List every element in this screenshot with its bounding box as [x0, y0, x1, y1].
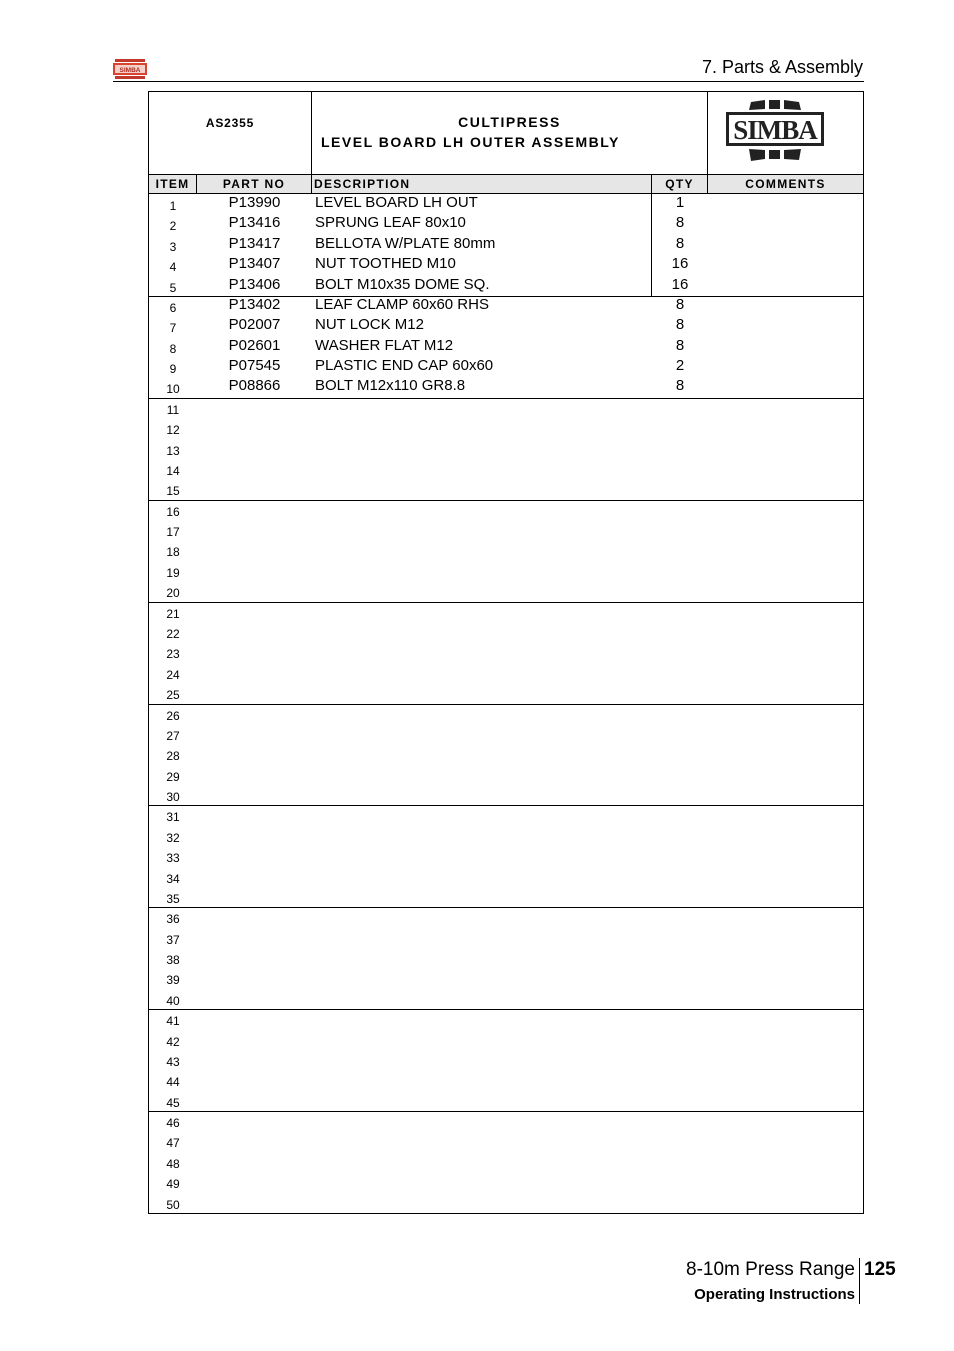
item-number: 11	[166, 402, 180, 417]
part-qty: 8	[675, 336, 685, 354]
col-qty: QTY	[652, 175, 708, 193]
table-row	[149, 214, 863, 234]
title-block	[149, 92, 863, 174]
item-number: 36	[166, 912, 180, 927]
item-number: 37	[166, 932, 180, 947]
table-row	[149, 439, 863, 459]
item-number: 12	[166, 423, 180, 438]
assembly-name: LEVEL BOARD LH OUTER ASSEMBLY	[321, 134, 620, 150]
part-qty: 2	[675, 357, 685, 375]
logo-text: SIMBA	[733, 115, 817, 145]
table-row	[149, 989, 863, 1009]
item-number: 29	[166, 769, 180, 784]
table-row	[149, 255, 863, 275]
table-row	[149, 296, 863, 316]
part-number: P13406	[228, 275, 281, 293]
col-item: ITEM	[149, 175, 197, 193]
table-row	[149, 805, 863, 825]
item-number: 38	[166, 953, 180, 968]
item-number: 10	[166, 382, 180, 397]
item-number: 50	[166, 1197, 180, 1212]
part-description: BELLOTA W/PLATE 80mm	[315, 234, 496, 252]
item-number: 30	[166, 790, 180, 805]
table-row	[149, 826, 863, 846]
item-number: 23	[166, 647, 180, 662]
table-row	[149, 928, 863, 948]
item-number: 25	[166, 688, 180, 703]
item-number: 22	[166, 626, 180, 641]
part-number: P13407	[228, 255, 281, 273]
item-number: 42	[166, 1034, 180, 1049]
table-row	[149, 1111, 863, 1131]
col-part-no: PART NO	[197, 175, 312, 193]
column-header-row	[149, 174, 863, 194]
table-row	[149, 1009, 863, 1029]
table-row	[149, 1030, 863, 1050]
item-number: 48	[166, 1156, 180, 1171]
part-qty: 8	[675, 234, 685, 252]
part-qty: 8	[675, 214, 685, 232]
table-row	[149, 276, 863, 296]
table-row	[149, 520, 863, 540]
table-row	[149, 316, 863, 336]
item-number: 21	[166, 606, 180, 621]
table-row	[149, 1131, 863, 1151]
col-comments: COMMENTS	[745, 177, 826, 191]
part-description: BOLT M12x110 GR8.8	[315, 377, 466, 395]
part-description: BOLT M10x35 DOME SQ.	[315, 275, 490, 293]
table-row	[149, 887, 863, 907]
part-qty: 8	[675, 295, 685, 313]
part-description: LEVEL BOARD LH OUT	[315, 194, 478, 211]
part-description: PLASTIC END CAP 60x60	[315, 357, 494, 375]
col-description: DESCRIPTION	[312, 175, 652, 193]
table-row	[149, 663, 863, 683]
item-number: 20	[166, 586, 180, 601]
item-number: 44	[166, 1075, 180, 1090]
item-number: 24	[166, 667, 180, 682]
part-description: NUT TOOTHED M10	[315, 255, 456, 273]
table-row	[149, 683, 863, 703]
table-row	[149, 724, 863, 744]
item-number: 4	[169, 260, 177, 275]
part-qty: 8	[675, 377, 685, 395]
part-number: P13416	[228, 214, 281, 232]
item-number: 7	[169, 321, 177, 336]
table-row	[149, 1152, 863, 1172]
item-number: 34	[166, 871, 180, 886]
item-number: 1	[169, 199, 177, 213]
item-number: 33	[166, 851, 180, 866]
simba-logo	[725, 99, 825, 163]
table-row	[149, 1172, 863, 1192]
simba-logo-small	[113, 59, 147, 79]
header-rule	[113, 81, 864, 82]
part-number: P13402	[228, 295, 281, 313]
table-row	[149, 235, 863, 255]
table-row	[149, 377, 863, 397]
part-description: LEAF CLAMP 60x60 RHS	[315, 295, 489, 313]
table-row	[149, 540, 863, 560]
item-number: 49	[166, 1177, 180, 1192]
table-row	[149, 1050, 863, 1070]
title-divider	[707, 92, 708, 174]
table-row	[149, 602, 863, 622]
item-number: 46	[166, 1116, 180, 1131]
part-qty: 16	[671, 255, 689, 273]
item-number: 47	[166, 1136, 180, 1151]
item-number: 14	[166, 463, 180, 478]
table-row	[149, 785, 863, 805]
footer-subtitle: Operating Instructions	[694, 1286, 855, 1303]
item-number: 16	[166, 504, 180, 519]
part-number: P07545	[228, 357, 281, 375]
table-row	[149, 194, 863, 214]
title-divider	[311, 92, 312, 174]
table-row	[149, 704, 863, 724]
item-number: 27	[166, 728, 180, 743]
item-number: 5	[169, 280, 177, 295]
table-row	[149, 561, 863, 581]
item-number: 17	[166, 525, 180, 540]
part-qty: 8	[675, 316, 685, 334]
footer-rule	[859, 1258, 860, 1304]
part-description: SPRUNG LEAF 80x10	[315, 214, 466, 232]
table-row	[149, 1091, 863, 1111]
item-number: 35	[166, 891, 180, 906]
item-number: 41	[166, 1014, 180, 1029]
item-number: 19	[166, 565, 180, 580]
item-number: 2	[169, 219, 177, 234]
table-row	[149, 907, 863, 927]
table-row	[149, 500, 863, 520]
table-row	[149, 1070, 863, 1090]
item-number: 31	[166, 810, 180, 825]
table-row	[149, 642, 863, 662]
item-number: 6	[169, 300, 177, 315]
part-qty: 16	[671, 275, 689, 293]
part-number: P13417	[228, 234, 281, 252]
part-description: NUT LOCK M12	[315, 316, 424, 334]
part-qty: 1	[675, 194, 685, 211]
parts-sheet	[148, 91, 864, 1214]
table-row	[149, 357, 863, 377]
table-row	[149, 622, 863, 642]
table-row	[149, 867, 863, 887]
table-row	[149, 479, 863, 499]
item-number: 45	[166, 1095, 180, 1110]
product-name: CULTIPRESS	[458, 114, 561, 130]
table-row	[149, 398, 863, 418]
page-number: 125	[864, 1259, 896, 1280]
item-number: 43	[166, 1054, 180, 1069]
item-number: 13	[166, 443, 180, 458]
table-row	[149, 948, 863, 968]
assembly-code: AS2355	[205, 116, 255, 130]
item-number: 9	[169, 362, 177, 377]
item-number: 40	[166, 993, 180, 1008]
table-row	[149, 968, 863, 988]
item-number: 15	[166, 484, 180, 499]
table-row	[149, 1193, 863, 1213]
table-row	[149, 459, 863, 479]
table-row	[149, 744, 863, 764]
item-number: 32	[166, 830, 180, 845]
small-logo-text: SIMBA	[119, 67, 141, 74]
table-row	[149, 418, 863, 438]
part-number: P13990	[228, 194, 281, 211]
section-title: 7. Parts & Assembly	[701, 57, 863, 77]
table-row	[149, 846, 863, 866]
item-number: 18	[166, 545, 180, 560]
part-number: P08866	[228, 377, 281, 395]
table-row	[149, 337, 863, 357]
table-row	[149, 581, 863, 601]
table-row	[149, 765, 863, 785]
item-number: 39	[166, 973, 180, 988]
footer-range: 8-10m Press Range	[686, 1259, 855, 1280]
part-number: P02007	[228, 316, 281, 334]
part-description: WASHER FLAT M12	[315, 336, 454, 354]
item-number: 26	[166, 708, 180, 723]
item-number: 3	[169, 239, 177, 254]
item-number: 8	[169, 341, 177, 356]
part-number: P02601	[228, 336, 281, 354]
item-number: 28	[166, 749, 180, 764]
